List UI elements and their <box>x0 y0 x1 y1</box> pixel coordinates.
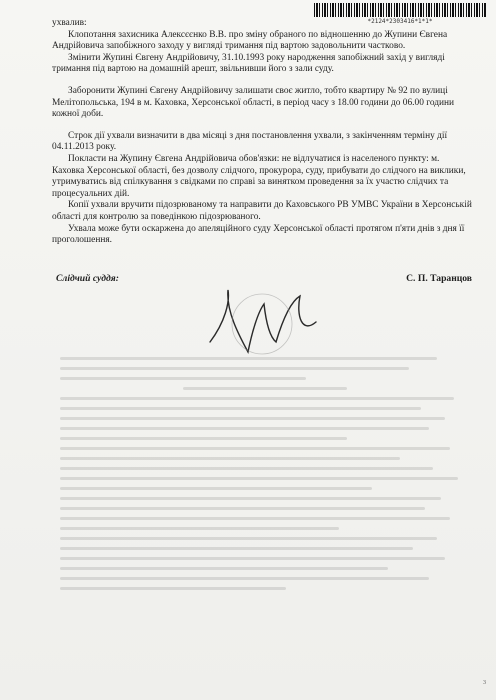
paragraph-4: Строк дії ухвали визначити в два місяці з дня постановлення ухвали, з закінченням терміну дії 04.11.2013 року. <box>52 130 448 153</box>
judge-name: С. П. Таранцов <box>406 273 472 284</box>
paragraph-1: Клопотання захисника Алексєєнко В.В. про зміну обраного по відношенню до Жупини Євгена Андрійовича запобіжного заходу у вигляді тримання під вартою задовольнити частково. <box>52 29 448 52</box>
barcode-bars <box>314 3 486 17</box>
barcode-number: *2124*2303416*1*1* <box>367 18 433 25</box>
page-number: 3 <box>483 680 486 686</box>
paragraph-6: Копії ухвали вручити підозрюваному та направити до Каховського РВ УМВС України в Херсонській області для контролю за поведінкою підозрюваного. <box>52 200 472 222</box>
judge-title: Слідчий суддя: <box>56 273 119 284</box>
ruling-text <box>52 18 472 247</box>
paragraph-2: Змінити Жупині Євгену Андрійовичу, 31.10.1993 року народження запобіжний захід у вигляді тримання під вартою на домашній арешт, звільнивши його з зали суду. <box>52 52 445 75</box>
paragraph-3: Заборонити Жупині Євгену Андрійовичу залишати своє житло, тобто квартиру № 92 по вулиці Мелітопольська, 194 в м. Каховка, Херсонської області, в період часу з 18.00 години до 06.00 години кожної доби. <box>52 85 455 120</box>
paragraph-7: Ухвала може бути оскаржена до апеляційного суду Херсонської області протягом п'яти днів з дня її проголошення. <box>52 223 465 246</box>
paragraph-5: Покласти на Жупину Євгена Андрійовича обов'язки: не відлучатися із населеного пункту: м. Каховка Херсонської області, без дозволу слідчого, прокурора, суду, прибувати до слідчого на виклики, утримуватись від спілкування з свідками по справі за винятком проведення за їх участю слідчих та процесуальних дій. <box>52 153 466 199</box>
heading: ухвалив: <box>52 18 87 28</box>
bleed-through-text <box>60 350 470 690</box>
